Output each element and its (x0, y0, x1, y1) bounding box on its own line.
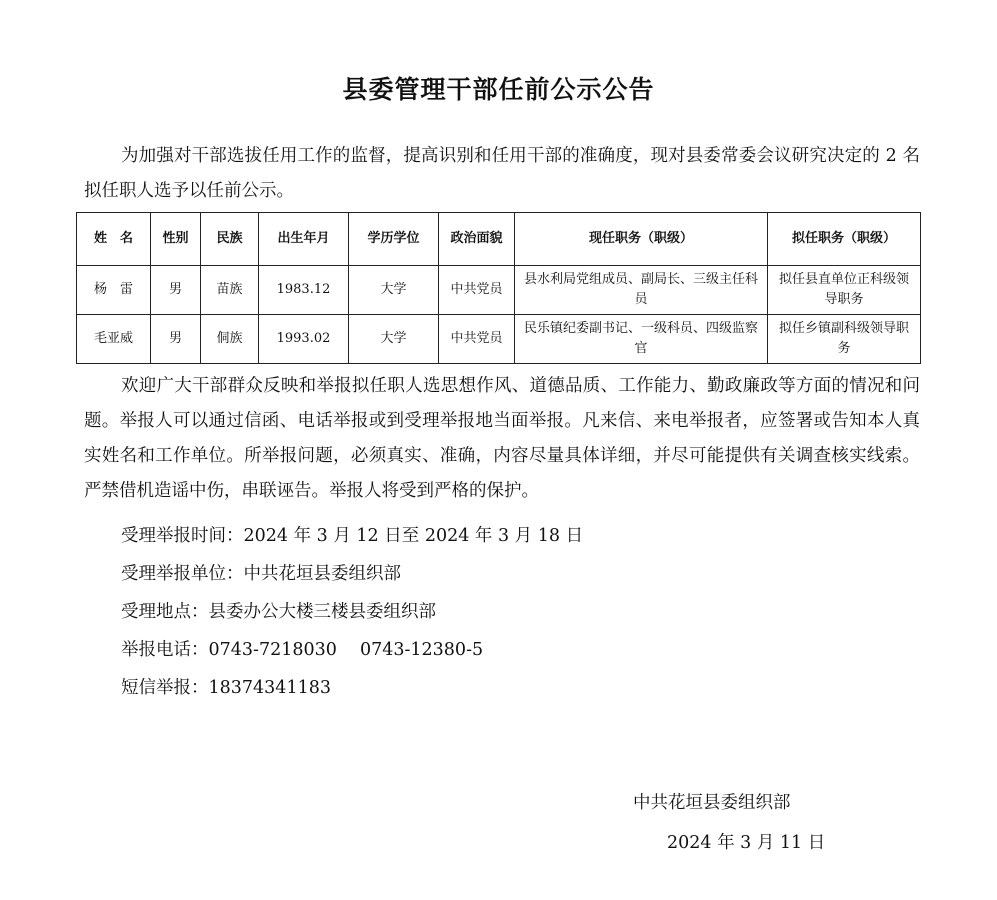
header-ethnicity: 民族 (201, 213, 259, 266)
info-report-sms: 短信举报：18374341183 (121, 678, 331, 698)
report-instructions: 欢迎广大干部群众反映和举报拟任职人选思想作风、道德品质、工作能力、勤政廉政等方面的情况和问题。举报人可以通过信函、电话举报或到受理举报地当面举报。凡来信、来电举报者，应签署或告知本人真实姓名和工作单位。所举报问题，必须真实、准确，内容尽量具体详细，并尽可能提供有关调查核实线索。严禁借机造谣中伤，串联诬告。举报人将受到严格的保护。 (84, 376, 920, 501)
cell-name: 毛亚威 (77, 315, 151, 364)
cell-birth: 1983.12 (259, 266, 349, 315)
signature-date: 2024 年 3 月 11 日 (667, 833, 826, 853)
cell-political-status: 中共党员 (439, 315, 515, 364)
header-birth: 出生年月 (259, 213, 349, 266)
header-current-position: 现任职务（职级） (515, 213, 768, 266)
info-report-time: 受理举报时间：2024 年 3 月 12 日至 2024 年 3 月 18 日 (121, 526, 584, 546)
header-name: 姓 名 (77, 213, 151, 266)
info-report-phone: 举报电话：0743-7218030 0743-12380-5 (121, 640, 484, 660)
cell-political-status: 中共党员 (439, 266, 515, 315)
intro-paragraph: 为加强对干部选拔任用工作的监督，提高识别和任用干部的准确度，现对县委常委会议研究决定的 2 名拟任职人选予以任前公示。 (84, 146, 920, 201)
cell-birth: 1993.02 (259, 315, 349, 364)
table-row (77, 266, 921, 315)
cell-current-position: 民乐镇纪委副书记、一级科员、四级监察官 (515, 315, 768, 364)
info-report-unit: 受理举报单位：中共花垣县委组织部 (121, 564, 401, 584)
signature-org: 中共花垣县委组织部 (633, 793, 791, 813)
cell-education: 大学 (349, 315, 439, 364)
header-gender: 性别 (151, 213, 201, 266)
candidate-table (76, 212, 921, 364)
cell-name: 杨 雷 (77, 266, 151, 315)
cell-education: 大学 (349, 266, 439, 315)
cell-ethnicity: 苗族 (201, 266, 259, 315)
cell-gender: 男 (151, 266, 201, 315)
info-report-place: 受理地点：县委办公大楼三楼县委组织部 (121, 602, 436, 622)
header-education: 学历学位 (349, 213, 439, 266)
cell-proposed-position: 拟任乡镇副科级领导职务 (768, 315, 921, 364)
cell-ethnicity: 侗族 (201, 315, 259, 364)
table-header-row (77, 213, 921, 266)
header-political-status: 政治面貌 (439, 213, 515, 266)
header-proposed-position: 拟任职务（职级） (768, 213, 921, 266)
cell-proposed-position: 拟任县直单位正科级领导职务 (768, 266, 921, 315)
table-row (77, 315, 921, 364)
cell-current-position: 县水利局党组成员、副局长、三级主任科员 (515, 266, 768, 315)
cell-gender: 男 (151, 315, 201, 364)
page-title: 县委管理干部任前公示公告 (342, 75, 655, 104)
